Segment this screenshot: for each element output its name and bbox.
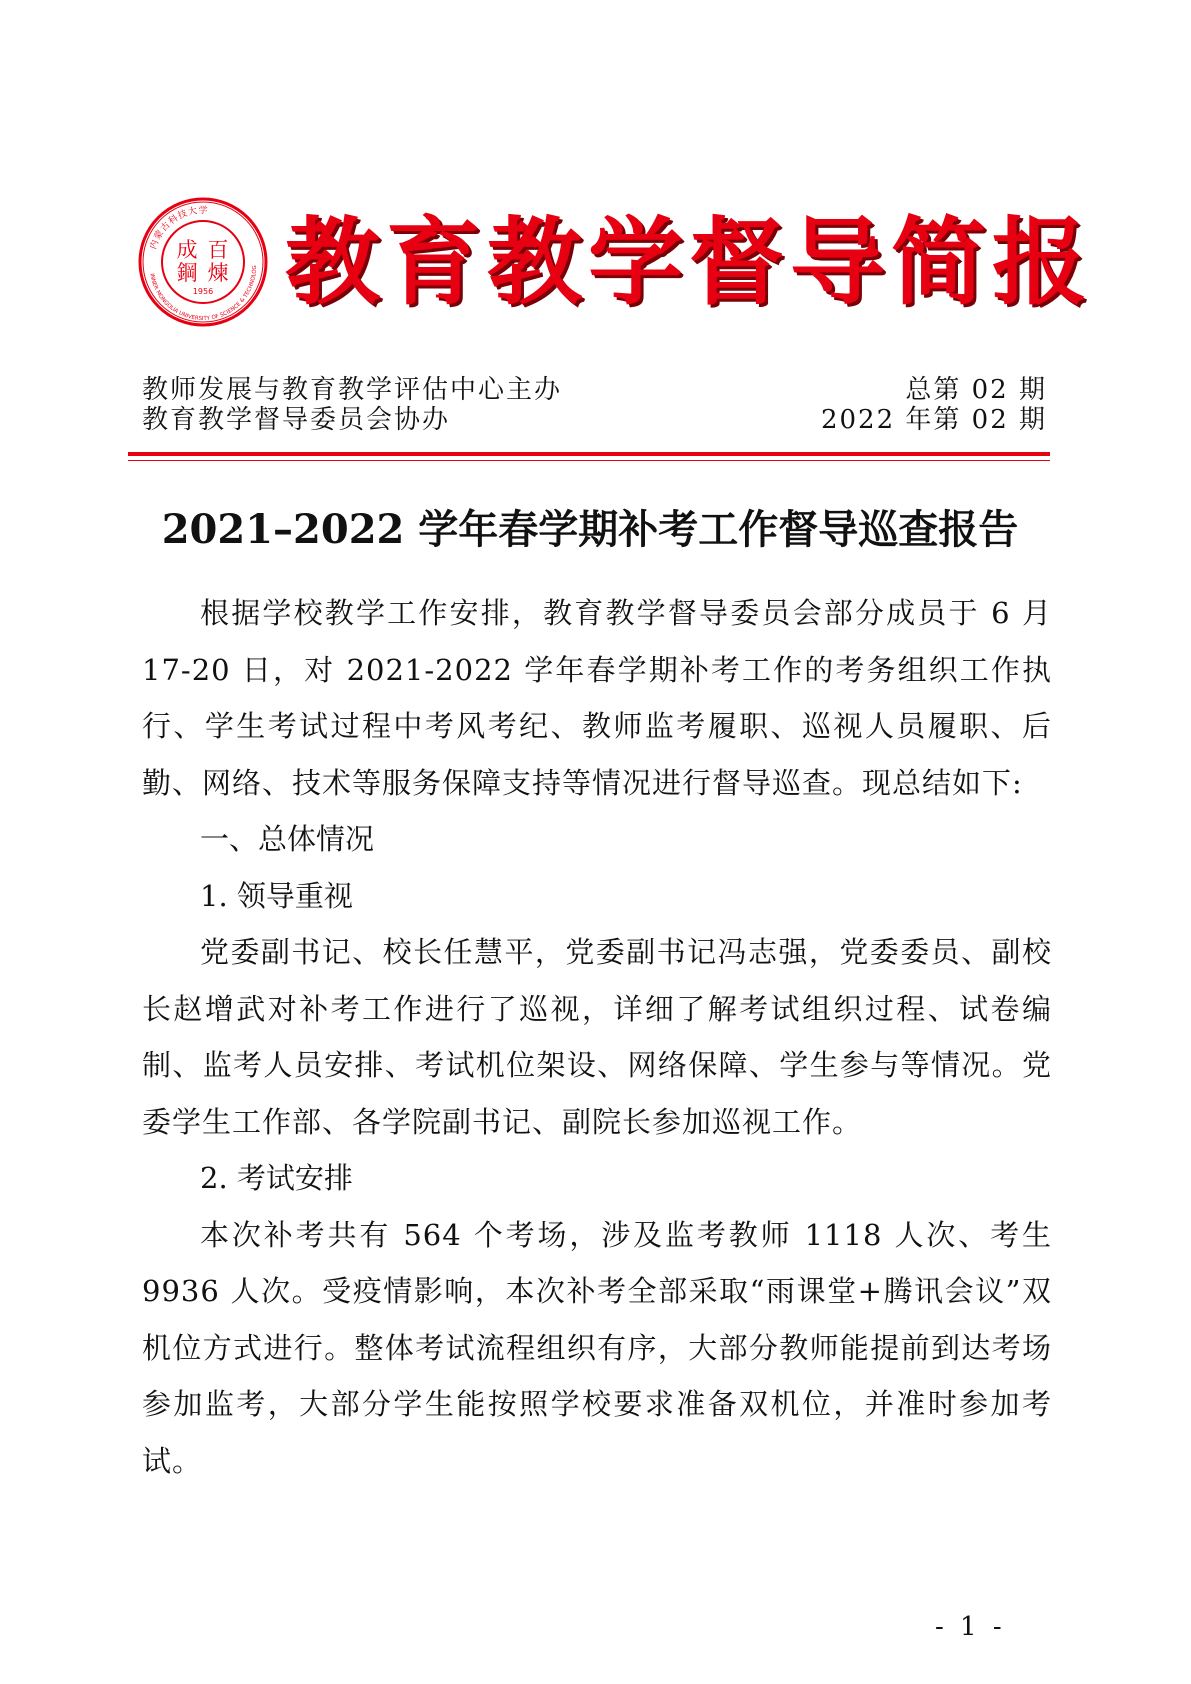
seal-year: 1956 [192, 287, 214, 296]
report-body [142, 585, 1052, 1489]
subheading-leadership: 1. 领导重视 [200, 878, 353, 913]
header-divider-thick [128, 452, 1050, 456]
leadership-paragraph: 党委副书记、校长任慧平，党委副书记冯志强，党委委员、副校长赵增武对补考工作进行了巡视，详细了解考试组织过程、试卷编制、监考人员安排、考试机位架设、网络保障、学生参与等情况。党委学生工作部、各学院副书记、副院长参加巡视工作。 [142, 935, 1052, 1139]
section-heading-overall: 一、总体情况 [200, 822, 375, 856]
exam-arrangement-paragraph: 本次补考共有 564 个考场，涉及监考教师 1118 人次、考生 9936 人次。受疫情影响，本次补考全部采取“雨课堂+腾讯会议”双机位方式进行。整体考试流程组织有序，大部分教师能提前到达考场参加监考，大部分学生能按照学校要求准备双机位，并准时参加考试。 [142, 1217, 1052, 1478]
svg-text:内蒙古科技大学: 内蒙古科技大学 [148, 205, 209, 251]
year-issue-number: 2022 年第 02 期 [820, 405, 1047, 435]
total-issue-number: 总第 02 期 [905, 375, 1047, 405]
svg-text:INNER MONGOLIA UNIVERSITY OF S: INNER MONGOLIA UNIVERSITY OF SCIENCE & TECHNOLOG [148, 265, 259, 323]
header-divider-thin [128, 460, 1050, 461]
seal-glyph-4: 煉 [207, 261, 229, 285]
subheading-exam-arrangement: 2. 考试安排 [200, 1161, 353, 1195]
university-seal-logo [138, 197, 268, 327]
seal-glyph-2: 百 [207, 238, 229, 262]
seal-glyph-3: 鋼 [176, 261, 198, 285]
co-sponsor-text: 教育教学督导委员会协办 [142, 405, 451, 435]
page-number: - 1 - [935, 1612, 1006, 1642]
report-title: 2021–2022 学年春学期补考工作督导巡查报告 [161, 506, 1019, 553]
intro-paragraph: 根据学校教学工作安排，教育教学督导委员会部分成员于 6 月 17-20 日，对 2021-2022 学年春学期补考工作的考务组织工作执行、学生考试过程中考风考纪、教师监考履职、巡视人员履职、后勤、网络、技术等服务保障支持等情况进行督导巡查。现总结如下: [142, 596, 1052, 800]
newsletter-masthead-title: 教育教学督导简报 [285, 208, 1094, 318]
sponsor-text: 教师发展与教育教学评估中心主办 [142, 375, 563, 405]
seal-glyph-1: 成 [176, 238, 198, 262]
